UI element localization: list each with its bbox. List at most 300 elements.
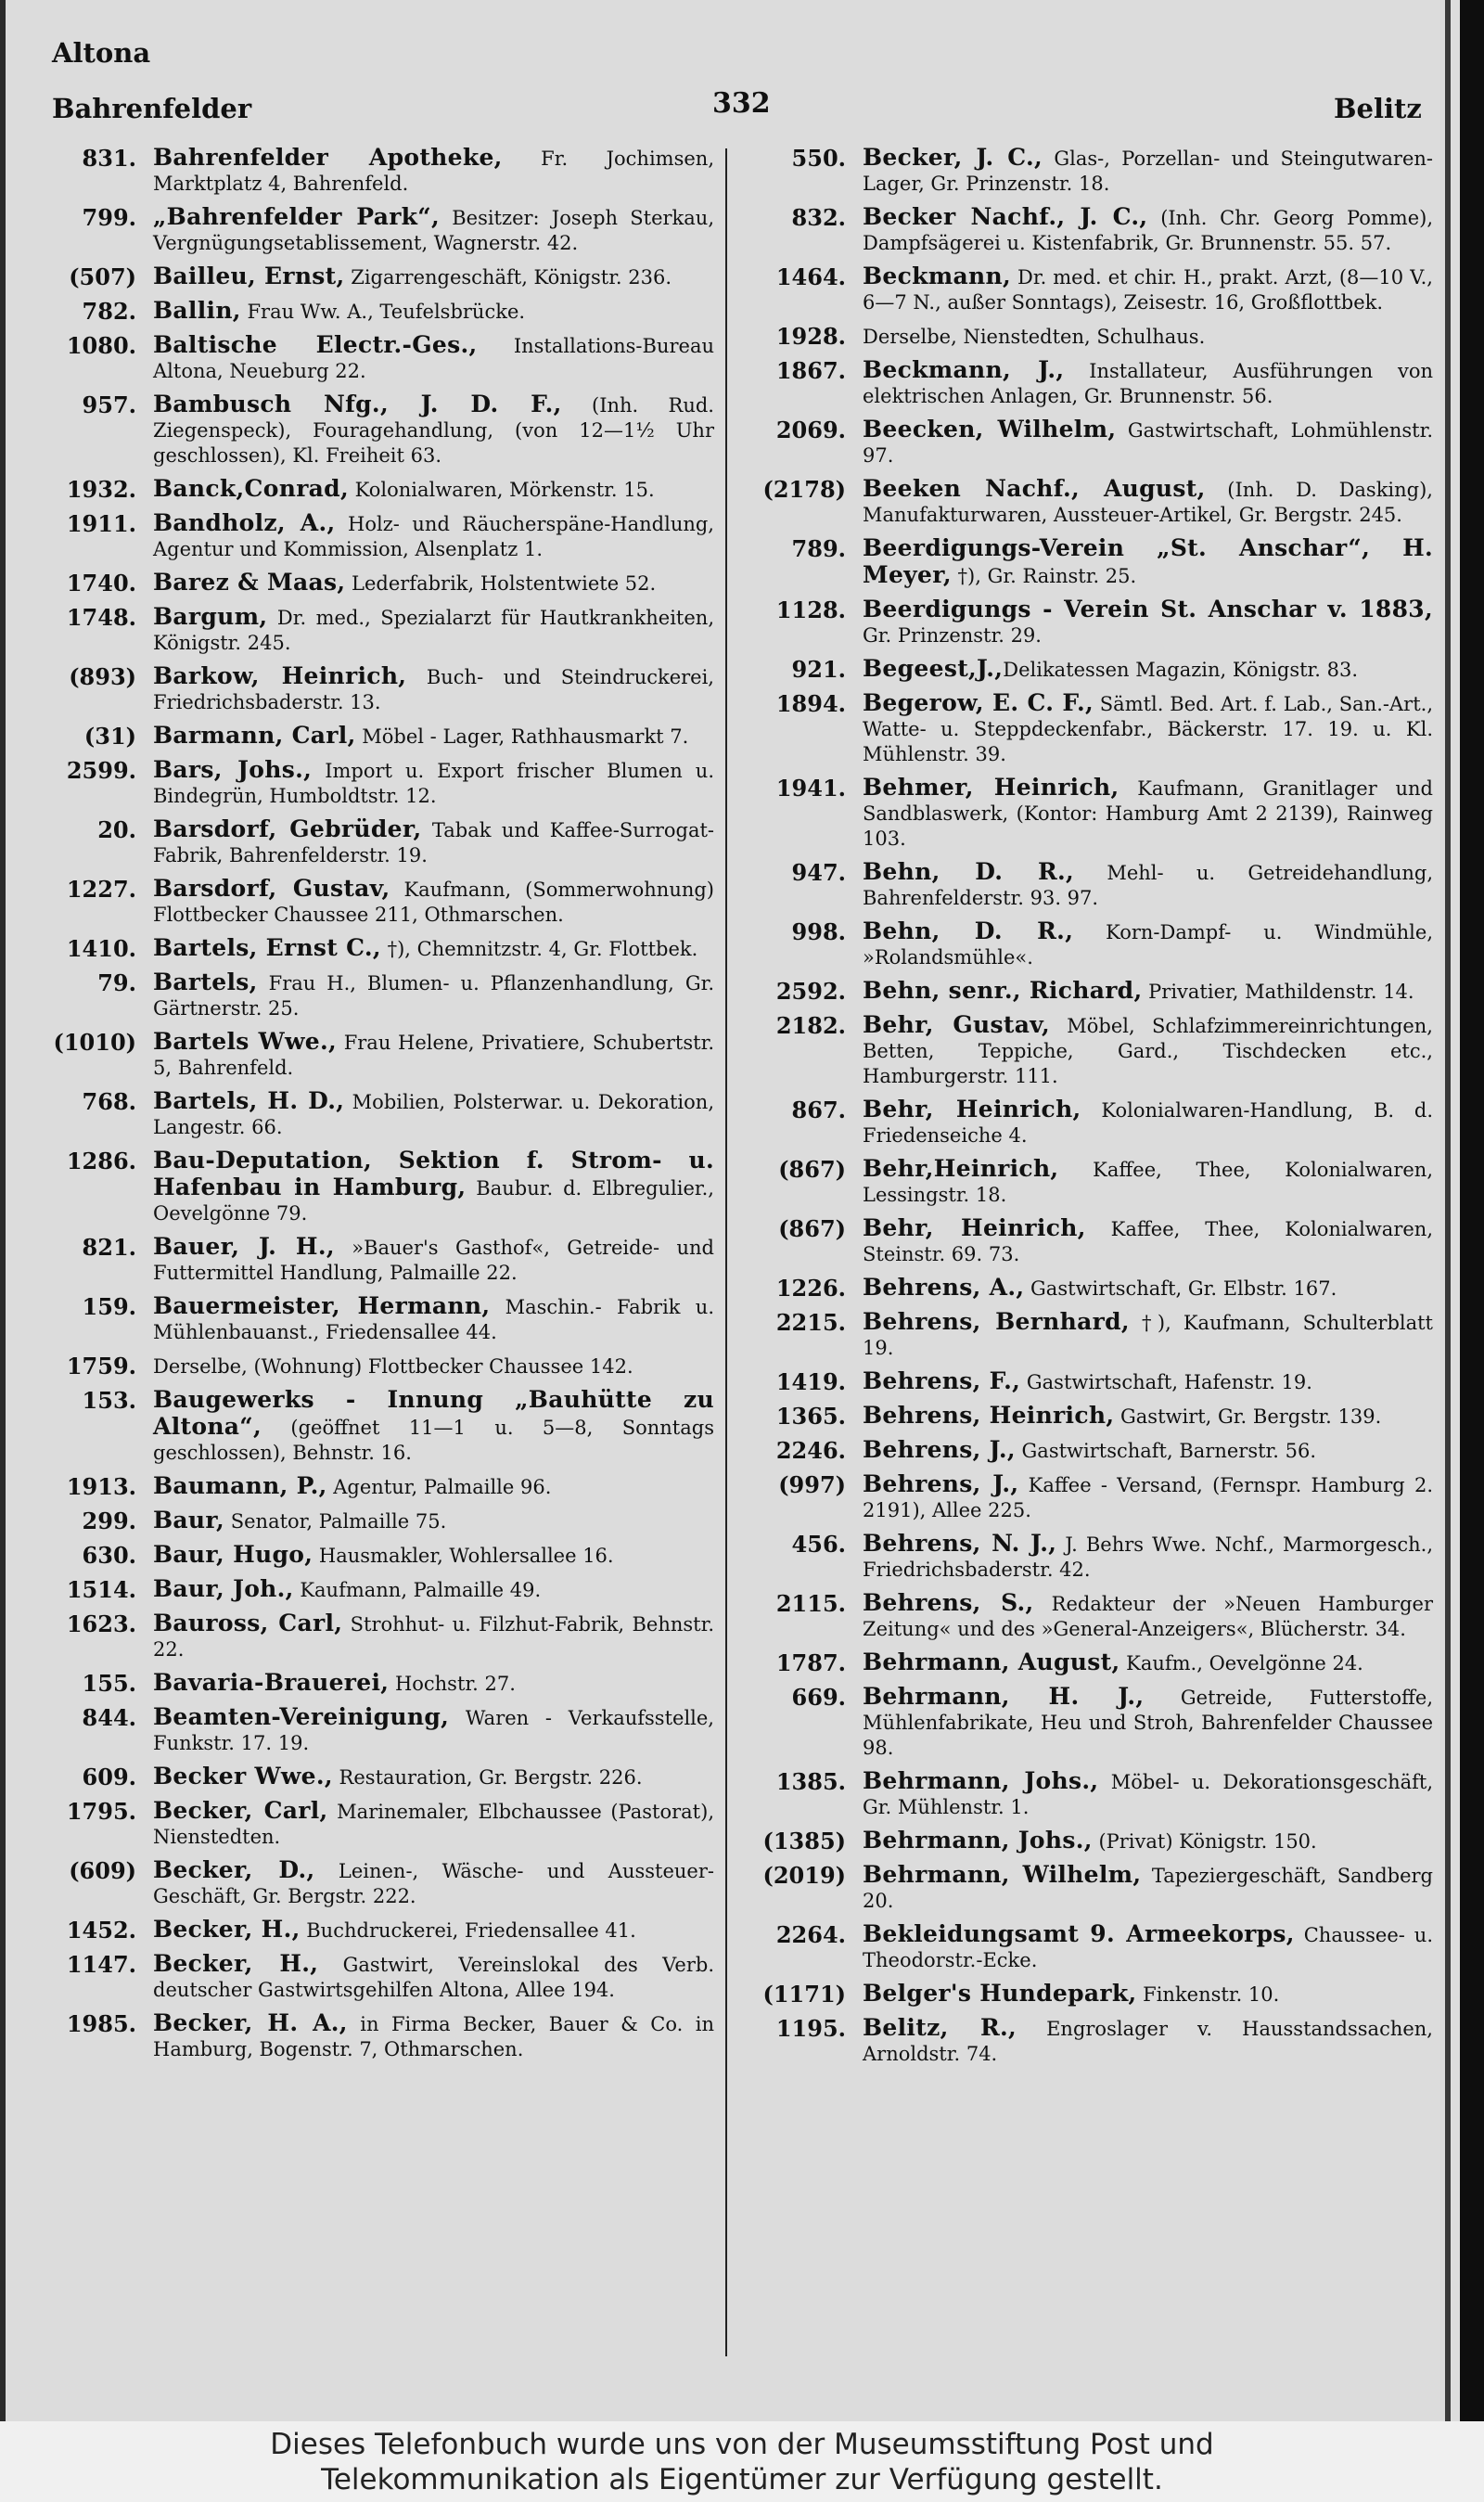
entry-details: (Inh. D. Dasking), Manufakturwaren, Aussteuer-Artikel, Gr. Bergstr. 245. [863, 479, 1433, 526]
entry-details: Finkenstr. 10. [1136, 1983, 1280, 2006]
entry-name: Beckmann, J., [863, 356, 1065, 383]
entry-text [153, 570, 714, 597]
phone-number: 1894. [775, 690, 846, 717]
entry-name: Becker Nachf., J. C., [863, 203, 1148, 230]
page-edge-right [1460, 0, 1484, 2421]
entry-name: Bartels, H. D., [153, 1087, 345, 1114]
entry-details: Strohhut- u. Filzhut-Fabrik, Behnstr. 22. [153, 1613, 715, 1661]
entry-text [153, 1508, 714, 1534]
directory-entry [756, 1590, 1433, 1642]
entry-name: Becker Wwe., [153, 1763, 333, 1790]
directory-entry [46, 510, 714, 562]
entry-text [153, 816, 714, 868]
entry-details: Sämtl. Bed. Art. f. Lab., San.-Art., Watte- u. Steppdeckenfabr., Bäckerstr. 17. 19. u. Kl. Mühlenstr. 39. [863, 693, 1433, 765]
directory-entry [756, 1768, 1433, 1820]
entry-details: Mehl- u. Getreidehandlung, Bahrenfelderstr. 93. 97. [863, 862, 1433, 909]
directory-entry [46, 1387, 714, 1466]
entry-details: Restauration, Gr. Bergstr. 226. [332, 1766, 643, 1789]
entry-text [863, 1768, 1433, 1820]
entry-details: Holz- und Räucherspäne-Handlung, Agentur und Kommission, Alsenplatz 1. [153, 513, 714, 560]
directory-entry [46, 1610, 714, 1662]
directory-entry [756, 656, 1433, 683]
directory-entry [756, 1437, 1433, 1464]
phone-number: 844. [82, 1704, 136, 1731]
phone-number: (997) [778, 1471, 846, 1498]
entry-name: Behrmann, H. J., [863, 1683, 1145, 1710]
directory-entry [756, 1156, 1433, 1208]
entry-text [153, 969, 714, 1021]
entry-name: Becker, J. C., [863, 144, 1043, 171]
entry-details: Maschin.- Fabrik u. Mühlenbauanst., Friedensallee 44. [153, 1296, 714, 1343]
entry-details: in Firma Becker, Bauer & Co. in Hamburg, Bogenstr. 7, Othmarschen. [153, 2013, 714, 2060]
directory-entry [46, 1951, 714, 2003]
phone-number: 1147. [66, 1951, 136, 1978]
entry-details: †), Gr. Rainstr. 25. [951, 565, 1137, 587]
directory-entry [46, 1473, 714, 1500]
entry-name: Bartels Wwe., [153, 1028, 338, 1055]
phone-number: 831. [82, 145, 136, 172]
directory-entry [46, 1917, 714, 1944]
entry-details: Korn-Dampf- u. Windmühle, »Rolandsmühle«. [863, 921, 1433, 969]
phone-number: 1913. [66, 1473, 136, 1500]
entry-name: Barkow, Heinrich, [153, 662, 407, 689]
phone-number: 1932. [66, 476, 136, 503]
phone-number: 1410. [66, 935, 136, 962]
entry-name: Becker, D., [153, 1856, 315, 1883]
header-city: Altona [52, 37, 151, 69]
entry-name: Behrmann, Johs., [863, 1827, 1093, 1854]
phone-number: 1226. [775, 1275, 846, 1302]
entry-name: Belitz, R., [863, 2014, 1017, 2041]
directory-entry [46, 1508, 714, 1534]
directory-entry [756, 1368, 1433, 1395]
entry-name: Becker, Carl, [153, 1797, 328, 1824]
entry-name: Bars, Johs., [153, 756, 313, 783]
directory-entry [756, 1531, 1433, 1583]
directory-entry [46, 935, 714, 962]
entry-text [153, 1029, 714, 1081]
entry-details: (Inh. Chr. Georg Pomme), Dampfsägerei u. Kistenfabrik, Gr. Brunnenstr. 55. 57. [863, 207, 1433, 254]
entry-details: Möbel- u. Dekorationsgeschäft, Gr. Mühlenstr. 1. [863, 1771, 1434, 1818]
entry-text [153, 1576, 714, 1603]
entry-details: Redakteur der »Neuen Hamburger Zeitung« und des »General-Anzeigers«, Blücherstr. 34. [863, 1593, 1433, 1640]
phone-number: (2019) [762, 1862, 846, 1889]
entry-name: Behr, Heinrich, [863, 1214, 1086, 1241]
directory-entry [756, 1215, 1433, 1267]
directory-entry [756, 263, 1433, 315]
entry-text [863, 1471, 1433, 1523]
phone-number: 1286. [66, 1148, 136, 1174]
phone-number: 789. [791, 535, 846, 562]
page-edge-left [0, 0, 6, 2421]
entry-text [153, 663, 714, 715]
entry-details: Kaffee, Thee, Kolonialwaren, Lessingstr. 18. [863, 1159, 1433, 1206]
directory-entry [46, 1798, 714, 1850]
entry-text [863, 476, 1433, 528]
entry-text [863, 1437, 1433, 1464]
entry-details: Fr. Jochimsen, Marktplatz 4, Bahrenfeld. [153, 148, 714, 195]
phone-number: (507) [69, 263, 136, 290]
directory-entry [756, 1649, 1433, 1676]
phone-number: 1419. [775, 1368, 846, 1395]
entry-name: Bambusch Nfg., J. D. F., [153, 391, 562, 417]
directory-entry [756, 859, 1433, 911]
entry-name: Beerdigungs - Verein St. Anschar v. 1883, [863, 596, 1433, 622]
entry-details: Kaufmann, Palmaille 49. [293, 1579, 542, 1601]
entry-details: Installations-Bureau Altona, Neueburg 22. [153, 335, 714, 382]
entry-text [863, 1309, 1433, 1361]
entry-text [863, 597, 1433, 648]
entry-details: Hochstr. 27. [389, 1673, 516, 1695]
directory-entry [46, 1542, 714, 1569]
entry-details: Gr. Prinzenstr. 29. [863, 624, 1042, 647]
directory-entry [756, 1012, 1433, 1089]
entry-details: Baubur. d. Elbregulier., Oevelgönne 79. [153, 1177, 714, 1225]
phone-number: (1010) [53, 1029, 136, 1056]
entry-details: Hausmakler, Wohlersallee 16. [313, 1545, 614, 1567]
directory-entry [756, 1684, 1433, 1761]
entry-text [863, 1215, 1433, 1267]
entry-text [153, 1798, 714, 1850]
directory-entry [756, 1471, 1433, 1523]
entry-name: Behrens, J., [863, 1470, 1019, 1497]
entry-text [153, 1353, 714, 1379]
entry-details: Frau Helene, Privatiere, Schubertstr. 5, Bahrenfeld. [153, 1032, 714, 1079]
phone-number: 2115. [775, 1590, 846, 1617]
entry-name: „Bahrenfelder Park“, [153, 203, 440, 230]
phone-number: (31) [83, 723, 136, 750]
entry-name: Behrens, A., [863, 1274, 1025, 1301]
directory-entry [46, 1029, 714, 1081]
directory-entry [46, 1088, 714, 1140]
entry-name: Bauer, J. H., [153, 1233, 335, 1260]
phone-number: 1514. [66, 1576, 136, 1603]
directory-entry [46, 1670, 714, 1697]
entry-details: Installateur, Ausführungen von elektrischen Anlagen, Gr. Brunnenstr. 56. [863, 360, 1434, 407]
entry-details: Zigarrengeschäft, Königstr. 236. [344, 266, 672, 289]
entry-text [153, 298, 714, 325]
phone-number: 1867. [775, 357, 846, 384]
phone-number: 630. [82, 1542, 136, 1569]
entry-text [153, 1088, 714, 1140]
phone-number: 1227. [66, 876, 136, 903]
entry-details: Buch- und Steindruckerei, Friedrichsbaderstr. 13. [153, 666, 714, 713]
entry-details: Frau H., Blumen- u. Pflanzenhandlung, Gr. Gärtnerstr. 25. [153, 972, 714, 1020]
entry-details: Tapeziergeschäft, Sandberg 20. [863, 1865, 1434, 1912]
directory-entry [756, 417, 1433, 468]
entry-details: Kaffee, Thee, Kolonialwaren, Steinstr. 69. 73. [863, 1218, 1433, 1265]
entry-details: Tabak und Kaffee-Surrogat-Fabrik, Bahrenfelderstr. 19. [153, 819, 714, 866]
entry-name: Banck,Conrad, [153, 475, 349, 502]
entry-name: Barmann, Carl, [153, 722, 356, 749]
phone-number: 821. [82, 1234, 136, 1261]
directory-entry [46, 757, 714, 809]
entry-details: Dr. med., Spezialarzt für Hautkrankheiten, Königstr. 245. [153, 607, 714, 654]
entry-name: Behr, Gustav, [863, 1011, 1051, 1038]
entry-details: †), Chemnitzstr. 4, Gr. Flottbek. [380, 938, 698, 960]
entry-name: Beckmann, [863, 263, 1011, 289]
entry-details: Gastwirtschaft, Barnerstr. 56. [1015, 1440, 1317, 1462]
entry-name: Behrens, N. J., [863, 1530, 1057, 1557]
entry-details: Kaffee - Versand, (Fernspr. Hamburg 2. 2191), Allee 225. [863, 1474, 1433, 1521]
entry-name: Behrens, Heinrich, [863, 1402, 1115, 1429]
entry-name: Behn, senr., Richard, [863, 977, 1143, 1004]
directory-entry [46, 145, 714, 197]
directory-entry [756, 690, 1433, 767]
phone-number: 1080. [66, 332, 136, 359]
phone-number: (609) [69, 1857, 136, 1884]
entry-text [153, 1234, 714, 1286]
entry-details: (geöffnet 11—1 u. 5—8, Sonntags geschlossen), Behnstr. 16. [153, 1417, 714, 1464]
entry-text [153, 145, 714, 197]
entry-details: Kaufmann, Granitlager und Sandblaswerk, (Kontor: Hamburg Amt 2 2139), Rainweg 103. [863, 777, 1433, 850]
entry-details: †), Kaufmann, Schulterblatt 19. [863, 1312, 1433, 1359]
entry-name: Bavaria-Brauerei, [153, 1669, 390, 1696]
directory-entry [756, 1097, 1433, 1148]
directory-entry [756, 978, 1433, 1005]
entry-details: Gastwirt, Gr. Bergstr. 139. [1114, 1405, 1382, 1428]
phone-number: 1623. [66, 1610, 136, 1637]
entry-text [153, 1951, 714, 2003]
directory-entry [46, 1857, 714, 1909]
entry-name: Beeken Nachf., August, [863, 475, 1206, 502]
entry-text [863, 1590, 1433, 1642]
entry-text [863, 978, 1433, 1005]
phone-number: 1795. [66, 1798, 136, 1825]
phone-number: 2182. [775, 1012, 846, 1039]
phone-number: 782. [82, 298, 136, 325]
entry-text [153, 1293, 714, 1345]
entry-text [863, 1828, 1433, 1854]
entry-text [863, 1368, 1433, 1395]
directory-entry [756, 1828, 1433, 1854]
entry-details: Marinemaler, Elbchaussee (Pastorat), Nienstedten. [153, 1801, 714, 1848]
phone-number: 550. [791, 145, 846, 172]
phone-number: 1452. [66, 1917, 136, 1944]
entry-details: Delikatessen Magazin, Königstr. 83. [1003, 659, 1359, 681]
entry-name: Barez & Maas, [153, 569, 346, 596]
phone-number: 1365. [775, 1403, 846, 1430]
phone-number: (1385) [762, 1828, 846, 1854]
entry-details: »Bauer's Gasthof«, Getreide- und Futtermittel Handlung, Palmaille 22. [153, 1237, 714, 1284]
entry-text [863, 918, 1433, 970]
entry-text [153, 1764, 714, 1790]
phone-number: 159. [82, 1293, 136, 1320]
entry-name: Baugewerks - Innung „Bauhütte zu Altona“, [153, 1386, 714, 1440]
entry-details: Möbel - Lager, Rathhausmarkt 7. [355, 725, 689, 748]
entry-text [863, 357, 1433, 409]
entry-text [863, 2015, 1433, 2067]
entry-name: Bekleidungsamt 9. Armeekorps, [863, 1920, 1295, 1947]
entry-name: Beamten-Vereinigung, [153, 1703, 450, 1730]
entry-name: Beerdigungs-Verein „St. Anschar“, H. Meyer, [863, 534, 1433, 588]
directory-entry [756, 775, 1433, 852]
entry-name: Behr, Heinrich, [863, 1096, 1081, 1123]
entry-details: Waren - Verkaufsstelle, Funkstr. 17. 19. [153, 1707, 714, 1754]
directory-entry [46, 204, 714, 256]
entry-name: Baumann, P., [153, 1472, 327, 1499]
entry-text [863, 145, 1433, 197]
phone-number: 1941. [775, 775, 846, 802]
entry-text [153, 1387, 714, 1466]
directory-entry [46, 2010, 714, 2062]
phone-number: 1759. [66, 1353, 136, 1379]
phone-number: (867) [778, 1215, 846, 1242]
header-first-entry: Bahrenfelder [52, 93, 252, 124]
entry-name: Behr,Heinrich, [863, 1155, 1059, 1182]
phone-number: (1171) [762, 1981, 846, 2008]
entry-name: Bailleu, Ernst, [153, 263, 345, 289]
entry-details: Derselbe, Nienstedten, Schulhaus. [863, 326, 1206, 348]
phone-number: 1748. [66, 604, 136, 631]
entry-text [153, 604, 714, 656]
entry-name: Behrmann, Johs., [863, 1767, 1099, 1794]
directory-entry [756, 323, 1433, 350]
entry-text [863, 1156, 1433, 1208]
entry-name: Barsdorf, Gebrüder, [153, 815, 422, 842]
entry-details: Import u. Export frischer Blumen u. Bindegrün, Humboldtstr. 12. [153, 760, 715, 807]
directory-entry [46, 476, 714, 503]
directory-entry [46, 332, 714, 384]
column-divider [725, 148, 727, 2356]
entry-details: Kaufm., Oevelgönne 24. [1119, 1652, 1363, 1674]
entry-text [863, 1862, 1433, 1914]
entry-text [863, 417, 1433, 468]
entry-text [153, 723, 714, 750]
phone-number: 1928. [775, 323, 846, 350]
directory-entry [46, 1576, 714, 1603]
entry-text [153, 2010, 714, 2062]
entry-text [863, 204, 1433, 256]
phone-number: 20. [97, 816, 136, 843]
phone-number: 2069. [775, 417, 846, 443]
entry-text [863, 1275, 1433, 1302]
entry-name: Becker, H., [153, 1950, 319, 1977]
phone-number: 1385. [775, 1768, 846, 1795]
phone-number: 1787. [775, 1649, 846, 1676]
entry-text [153, 510, 714, 562]
directory-entry [756, 535, 1433, 589]
directory-entry [46, 876, 714, 928]
entry-name: Ballin, [153, 297, 241, 324]
entry-text [153, 1670, 714, 1697]
entry-name: Behrens, Bernhard, [863, 1308, 1130, 1335]
phone-number: 1464. [775, 263, 846, 290]
phone-number: 299. [82, 1508, 136, 1534]
directory-entry [46, 1293, 714, 1345]
phone-number: 947. [791, 859, 846, 886]
entry-details: Chaussee- u. Theodorstr.-Ecke. [863, 1924, 1433, 1971]
directory-entry [46, 1704, 714, 1756]
entry-text [153, 1917, 714, 1944]
entry-text [863, 1649, 1433, 1676]
entry-name: Behrmann, Wilhelm, [863, 1861, 1142, 1888]
entry-details: Besitzer: Joseph Sterkau, Vergnügungsetablissement, Wagnerstr. 42. [153, 207, 714, 254]
entry-name: Behrens, S., [863, 1589, 1034, 1616]
entry-details: Engroslager v. Hausstandssachen, Arnoldstr. 74. [863, 2018, 1433, 2065]
entry-text [863, 859, 1433, 911]
entry-text [153, 332, 714, 384]
entry-text [153, 1542, 714, 1569]
phone-number: 2215. [775, 1309, 846, 1336]
entry-name: Belger's Hundepark, [863, 1980, 1137, 2007]
entry-text [153, 1148, 714, 1226]
entry-text [863, 1684, 1433, 1761]
entry-details: Derselbe, (Wohnung) Flottbecker Chaussee 142. [153, 1355, 633, 1378]
directory-entry [46, 570, 714, 597]
entry-text [863, 1531, 1433, 1583]
entry-name: Bahrenfelder Apotheke, [153, 144, 503, 171]
directory-entry [46, 723, 714, 750]
entry-text [153, 1473, 714, 1500]
entry-name: Bauross, Carl, [153, 1610, 343, 1636]
phone-number: 1740. [66, 570, 136, 597]
phone-number: 155. [82, 1670, 136, 1697]
entry-name: Becker, H. A., [153, 2009, 348, 2036]
directory-entry [46, 391, 714, 468]
phone-number: (867) [778, 1156, 846, 1183]
entry-name: Behrmann, August, [863, 1649, 1120, 1675]
entry-name: Baltische Electr.-Ges., [153, 331, 478, 358]
page-number: 332 [712, 87, 771, 120]
entry-name: Bandholz, A., [153, 509, 336, 536]
phone-number: 998. [791, 918, 846, 945]
phone-number: 669. [791, 1684, 846, 1711]
phone-number: 609. [82, 1764, 136, 1790]
directory-entry [756, 1275, 1433, 1302]
entry-text [863, 263, 1433, 315]
directory-entry [46, 1234, 714, 1286]
directory-entry [756, 1981, 1433, 2008]
entry-name: Begeest,J., [863, 655, 1004, 682]
directory-entry [756, 1403, 1433, 1430]
entry-details: Gastwirtschaft, Lohmühlenstr. 97. [863, 419, 1433, 467]
entry-text [153, 1857, 714, 1909]
entry-text [863, 1981, 1433, 2008]
phone-number: 867. [791, 1097, 846, 1123]
directory-entry [756, 204, 1433, 256]
entry-text [863, 1097, 1433, 1148]
directory-entry [756, 1309, 1433, 1361]
directory-entry [756, 145, 1433, 197]
phone-number: 921. [791, 656, 846, 683]
entry-name: Baur, Joh., [153, 1575, 294, 1602]
directory-entry [46, 663, 714, 715]
phone-number: 2264. [775, 1921, 846, 1948]
entry-details: (Inh. Rud. Ziegenspeck), Fouragehandlung, (von 12—1½ Uhr geschlossen), Kl. Freiheit 63. [153, 394, 714, 467]
footer-line-2: Telekommunikation als Eigentümer zur Verfügung gestellt. [321, 2463, 1163, 2496]
directory-entry [756, 918, 1433, 970]
phone-number: 153. [82, 1387, 136, 1414]
entry-name: Begerow, E. C. F., [863, 689, 1094, 716]
phone-number: 1911. [66, 510, 136, 537]
entry-details: Möbel, Schlafzimmereinrichtungen, Betten, Teppiche, Gard., Tischdecken etc., Hamburgerstr. 111. [863, 1015, 1433, 1087]
entry-details: Leinen-, Wäsche- und Aussteuer-Geschäft, Gr. Bergstr. 222. [153, 1860, 714, 1907]
phone-number: 2592. [775, 978, 846, 1005]
entry-details: Gastwirt, Vereinslokal des Verb. deutscher Gastwirtsgehilfen Altona, Allee 194. [153, 1954, 715, 2001]
entry-text [863, 535, 1433, 589]
directory-entry [756, 357, 1433, 409]
directory-entry [46, 1148, 714, 1226]
phone-number: 1985. [66, 2010, 136, 2037]
entry-name: Behrens, J., [863, 1436, 1016, 1463]
entry-name: Becker, H., [153, 1916, 301, 1943]
directory-entry [46, 816, 714, 868]
entry-text [153, 876, 714, 928]
entry-text [863, 1012, 1433, 1089]
directory-entry [756, 1921, 1433, 1973]
phone-number: (2178) [762, 476, 846, 503]
